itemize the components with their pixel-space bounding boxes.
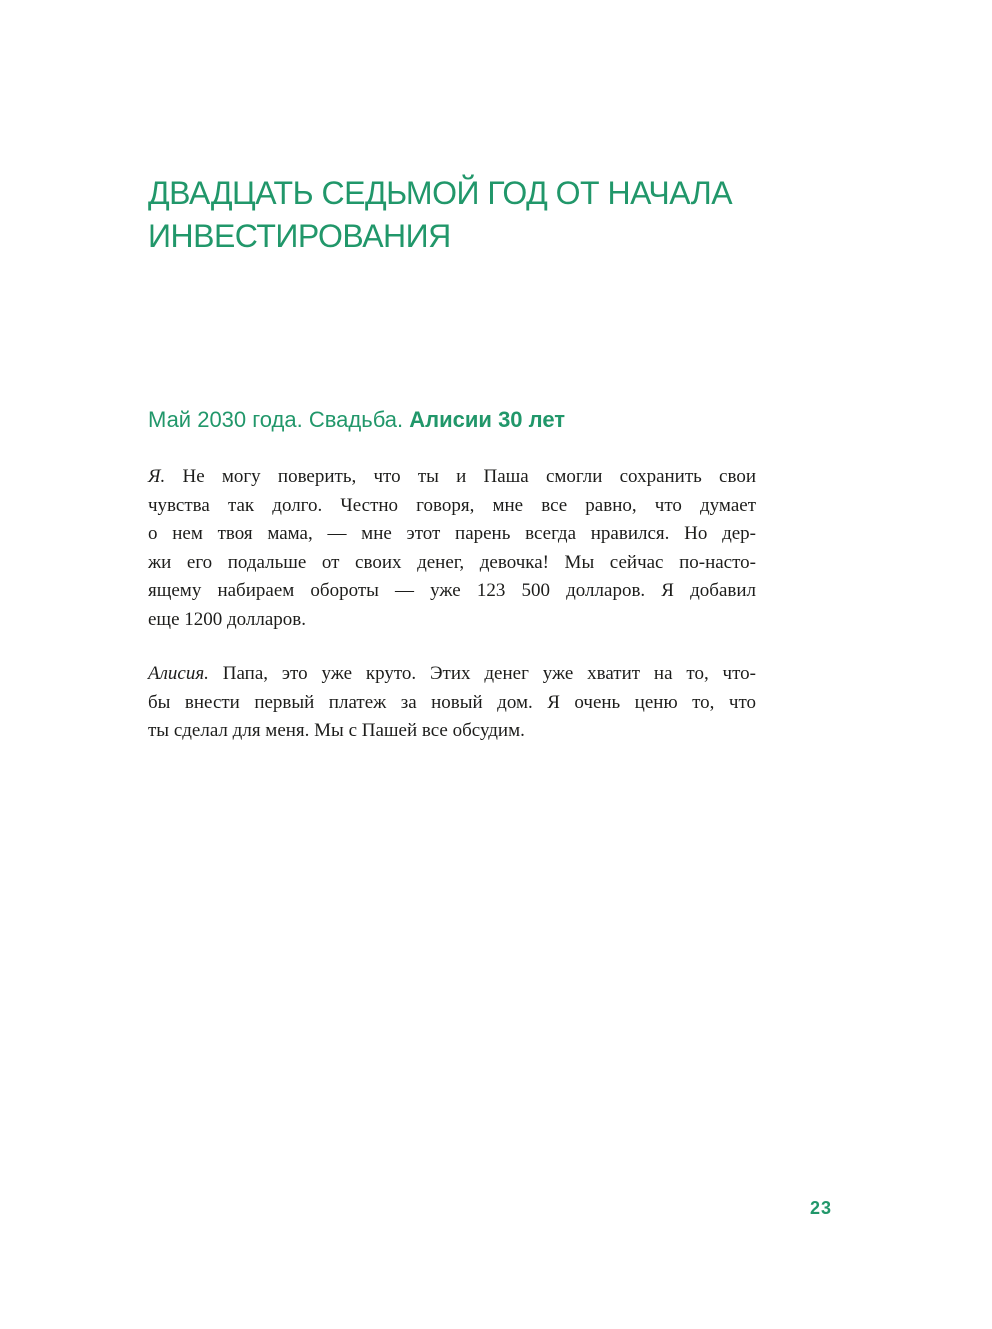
speaker-label: Алисия. (148, 663, 209, 684)
section-heading (148, 403, 565, 437)
section-heading-date: Май 2030 года. Свадьба. (148, 407, 410, 432)
paragraph-line (148, 463, 756, 492)
paragraph-text: Не могу поверить, что ты и Паша смогли сохранить свои (165, 466, 756, 487)
paragraph-line: еще 1200 долларов. (148, 608, 307, 630)
paragraph-line: ящему набираем обороты — уже 123 500 долларов. Я добавил (148, 580, 756, 601)
paragraph-line: бы внести первый платеж за новый дом. Я очень ценю то, что (148, 691, 756, 713)
chapter-title-line-2: ИНВЕСТИРОВАНИЯ (148, 218, 451, 254)
dialogue-paragraph-1 (148, 463, 756, 634)
chapter-title (148, 172, 788, 258)
speaker-label: Я. (148, 466, 166, 487)
section-heading-age: Алисии 30 лет (409, 407, 566, 432)
paragraph-line: чувства так долго. Честно говоря, мне все равно, что думает (148, 494, 756, 516)
page-number: 23 (809, 1198, 832, 1218)
paragraph-line: ты сделал для меня. Мы с Пашей все обсудим. (148, 720, 525, 741)
paragraph-line: жи его подальше от своих денег, девочка! Мы сейчас по-насто- (148, 551, 756, 573)
paragraph-line (148, 660, 756, 689)
paragraph-text: Папа, это уже круто. Этих денег уже хватит на то, что- (208, 663, 756, 684)
dialogue-paragraph-2 (148, 660, 756, 746)
paragraph-line: о нем твоя мама, — мне этот парень всегда нравился. Но дер- (148, 523, 756, 544)
chapter-title-line-1: ДВАДЦАТЬ СЕДЬМОЙ ГОД ОТ НАЧАЛА (148, 175, 733, 211)
